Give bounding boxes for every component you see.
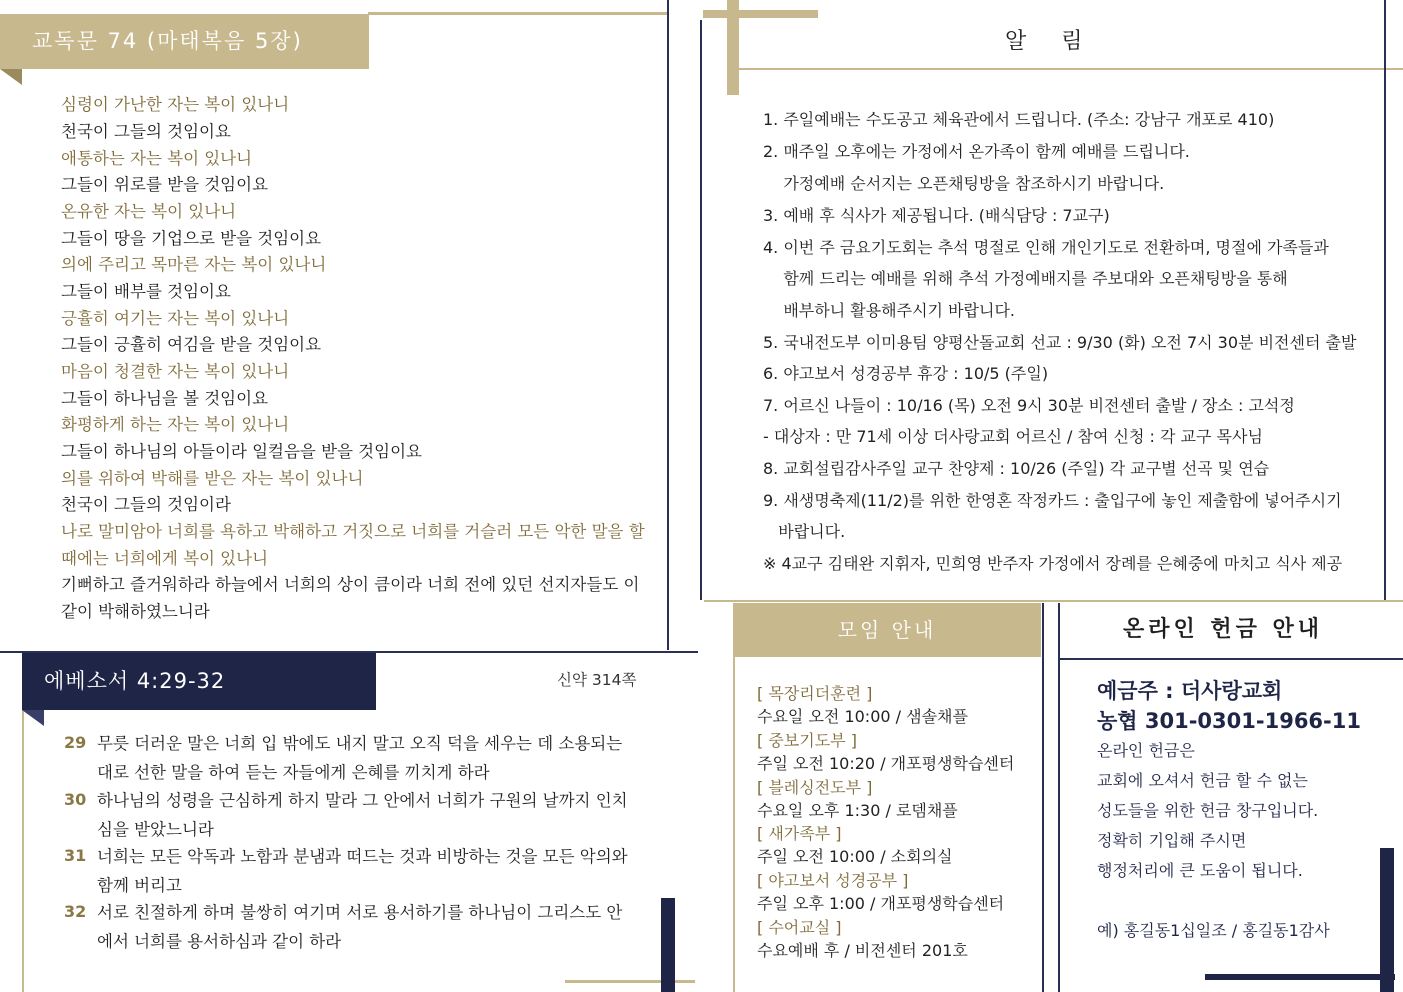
gathering-detail: 주일 오후 1:00 / 개포평생학습센터 (757, 894, 1005, 914)
notice-item: 가정예배 순서지는 오픈채팅방을 참조하시기 바랍니다. (763, 174, 1165, 193)
gathering-detail: 수요일 오후 1:30 / 로뎀채플 (757, 800, 958, 820)
reading-line: 의를 위하여 박해를 받은 자는 복이 있나니 (61, 469, 364, 488)
gathering-category: [ 수어교실 ] (757, 918, 842, 937)
notice-item: 3. 예배 후 식사가 제공됩니다. (배식담당 : 7교구) (763, 206, 1110, 225)
gathering-detail: 수요예배 후 / 비전센터 201호 (757, 941, 968, 960)
notice-item: 4. 이번 주 금요기도회는 추석 명절로 인해 개인기도로 전환하며, 명절에 가족들과 (763, 238, 1329, 257)
left-column-right-border (667, 0, 669, 650)
verse-number: 29 (64, 733, 87, 752)
notice-item: 배부하니 활용해주시기 바랍니다. (763, 301, 1015, 320)
reading-line: 온유한 자는 복이 있나니 (61, 202, 237, 221)
gathering-detail: 주일 오전 10:00 / 소회의실 (757, 847, 953, 867)
top-gold-rule-left (368, 12, 668, 15)
gathering-category: [ 야고보서 성경공부 ] (757, 871, 909, 891)
verse-text-line: 에서 너희를 용서하심과 같이 하라 (97, 931, 342, 951)
notice-item: 2. 매주일 오후에는 가정에서 온가족이 함께 예배를 드립니다. (763, 142, 1190, 161)
verse-text-line: 무릇 더러운 말은 너희 입 밖에도 내지 말고 오직 덕을 세우는 데 소용되는 (97, 734, 623, 753)
reading-line: 그들이 위로를 받을 것임이요 (61, 175, 269, 194)
reading-line: 긍휼히 여기는 자는 복이 있나니 (61, 309, 290, 328)
verse-text-line: 심을 받았느니라 (97, 819, 214, 839)
online-offering-line: 성도들을 위한 헌금 창구입니다. (1097, 801, 1319, 820)
verse-text-line: 서로 친절하게 하며 불쌍히 여기며 서로 용서하기를 하나님이 그리스도 안 (97, 903, 623, 922)
notice-item: 바랍니다. (763, 522, 846, 541)
reading-line: 천국이 그들의 것임이라 (61, 495, 231, 514)
gathering-category: [ 목장리더훈련 ] (757, 684, 873, 703)
notice-item: 7. 어르신 나들이 : 10/16 (목) 오전 9시 30분 비전센터 출발 / 장소 : 고석정 (763, 396, 1295, 415)
reading-line: 의에 주리고 목마른 자는 복이 있나니 (61, 255, 327, 274)
reading-line: 애통하는 자는 복이 있나니 (61, 149, 253, 168)
reading-line: 그들이 하나님의 아들이라 일컬음을 받을 것임이요 (61, 442, 422, 461)
gathering-category: [ 중보기도부 ] (757, 730, 857, 750)
reading-line: 때에는 너희에게 복이 있나니 (61, 549, 269, 568)
notice-item: 6. 야고보서 성경공부 휴강 : 10/5 (주일) (763, 364, 1049, 383)
gathering-right-border (1042, 603, 1044, 992)
notice-title-underline (739, 68, 1403, 70)
reading-line: 그들이 긍휼히 여김을 받을 것임이요 (61, 335, 322, 354)
verse-number: 32 (64, 902, 87, 921)
notice-item: ※ 4교구 김태완 지휘자, 민희영 반주자 가정에서 장례를 은혜중에 마치고 식사 제공 (763, 554, 1343, 573)
reading-line: 마음이 청결한 자는 복이 있나니 (61, 362, 290, 381)
scripture-page-ref: 신약 314쪽 (557, 671, 637, 689)
reading-line: 그들이 하나님을 볼 것임이요 (61, 389, 269, 408)
online-offering-line: 교회에 오셔서 헌금 할 수 없는 (1097, 771, 1308, 790)
reading-line: 같이 박해하였느니라 (61, 602, 210, 621)
account-holder: 예금주 : 더사랑교회 (1097, 679, 1283, 703)
online-left-border (1058, 603, 1060, 992)
reading-line: 나로 말미암아 너희를 욕하고 박해하고 거짓으로 너희를 거슬러 모든 악한 말을 할 (61, 522, 645, 541)
verse-text-line: 너희는 모든 악독과 노함과 분냄과 떠드는 것과 비방하는 것을 모든 악의와 (97, 847, 628, 866)
notice-item: 5. 국내전도부 이미용팀 양평산돌교회 선교 : 9/30 (화) 오전 7시 30분 비전센터 출발 (763, 333, 1357, 352)
reading-line: 그들이 땅을 기업으로 받을 것임이요 (61, 229, 322, 248)
notices-title: 알 림 (1005, 29, 1097, 54)
account-number: 농협 301-0301-1966-11 (1097, 709, 1361, 733)
left-bottom-corner-bar (661, 898, 675, 992)
reading-line: 심령이 가난한 자는 복이 있나니 (61, 95, 290, 114)
cross-horizontal (703, 10, 818, 18)
scripture-title-fold (22, 710, 44, 726)
verse-number: 31 (64, 846, 87, 865)
verse-number: 30 (64, 790, 87, 809)
responsive-reading-title-fold (0, 69, 22, 85)
online-offering-line: 정확히 기입해 주시면 (1097, 831, 1247, 850)
notice-item: 함께 드리는 예배를 위해 추석 가정예배지를 주보대와 오픈채팅방을 통해 (763, 269, 1288, 288)
gathering-title: 모임 안내 (733, 603, 1041, 657)
responsive-reading-title: 교독문 74 (마태복음 5장) (0, 14, 369, 69)
online-offering-title: 온라인 헌금 안내 (1122, 617, 1324, 642)
verse-text-line: 대로 선한 말을 하여 듣는 자들에게 은혜를 끼치게 하라 (97, 762, 490, 782)
scripture-title: 에베소서 4:29-32 (22, 653, 376, 710)
online-title-underline (1060, 658, 1403, 660)
gathering-detail: 주일 오전 10:20 / 개포평생학습센터 (757, 753, 1015, 773)
notice-item: - 대상자 : 만 71세 이상 더사랑교회 어르신 / 참여 신청 : 각 교구 목사님 (763, 427, 1263, 446)
reading-line: 천국이 그들의 것임이요 (61, 122, 231, 141)
gathering-left-gold (733, 657, 735, 992)
online-offering-line: 온라인 헌금은 (1097, 741, 1195, 760)
online-bottom-rule (1205, 974, 1395, 980)
notice-item: 8. 교회설립감사주일 교구 찬양제 : 10/26 (주일) 각 교구별 선곡 및 연습 (763, 459, 1270, 478)
gathering-category: [ 새가족부 ] (757, 824, 842, 844)
gathering-category: [ 블레싱전도부 ] (757, 777, 873, 797)
left-edge-gold-line (22, 710, 24, 992)
notice-item: 9. 새생명축제(11/2)를 위한 한영혼 작정카드 : 출입구에 놓인 제출함에 넣어주시기 (763, 491, 1342, 510)
online-bottom-corner-bar (1380, 848, 1394, 992)
reading-line: 그들이 배부를 것임이요 (61, 282, 231, 301)
online-offering-example: 예) 홍길동1십일조 / 홍길동1감사 (1097, 921, 1330, 940)
notice-item: 1. 주일예배는 수도공고 체육관에서 드립니다. (주소: 강남구 개포로 410) (763, 110, 1275, 129)
left-bottom-gold-rule (565, 980, 695, 983)
verse-text-line: 함께 버리고 (97, 875, 182, 895)
reading-line: 화평하게 하는 자는 복이 있나니 (61, 415, 290, 434)
gathering-detail: 수요일 오전 10:00 / 샘솔채플 (757, 707, 968, 726)
reading-line: 기뻐하고 즐거워하라 하늘에서 너희의 상이 큼이라 너희 전에 있던 선지자들도 이 (61, 575, 640, 594)
online-offering-line: 행정처리에 큰 도움이 됩니다. (1097, 861, 1303, 880)
notice-bottom-rule (704, 600, 1403, 602)
notice-left-border (700, 20, 702, 600)
notice-right-border (1384, 0, 1386, 600)
verse-text-line: 하나님의 성령을 근심하게 하지 말라 그 안에서 너희가 구원의 날까지 인치 (97, 791, 628, 810)
